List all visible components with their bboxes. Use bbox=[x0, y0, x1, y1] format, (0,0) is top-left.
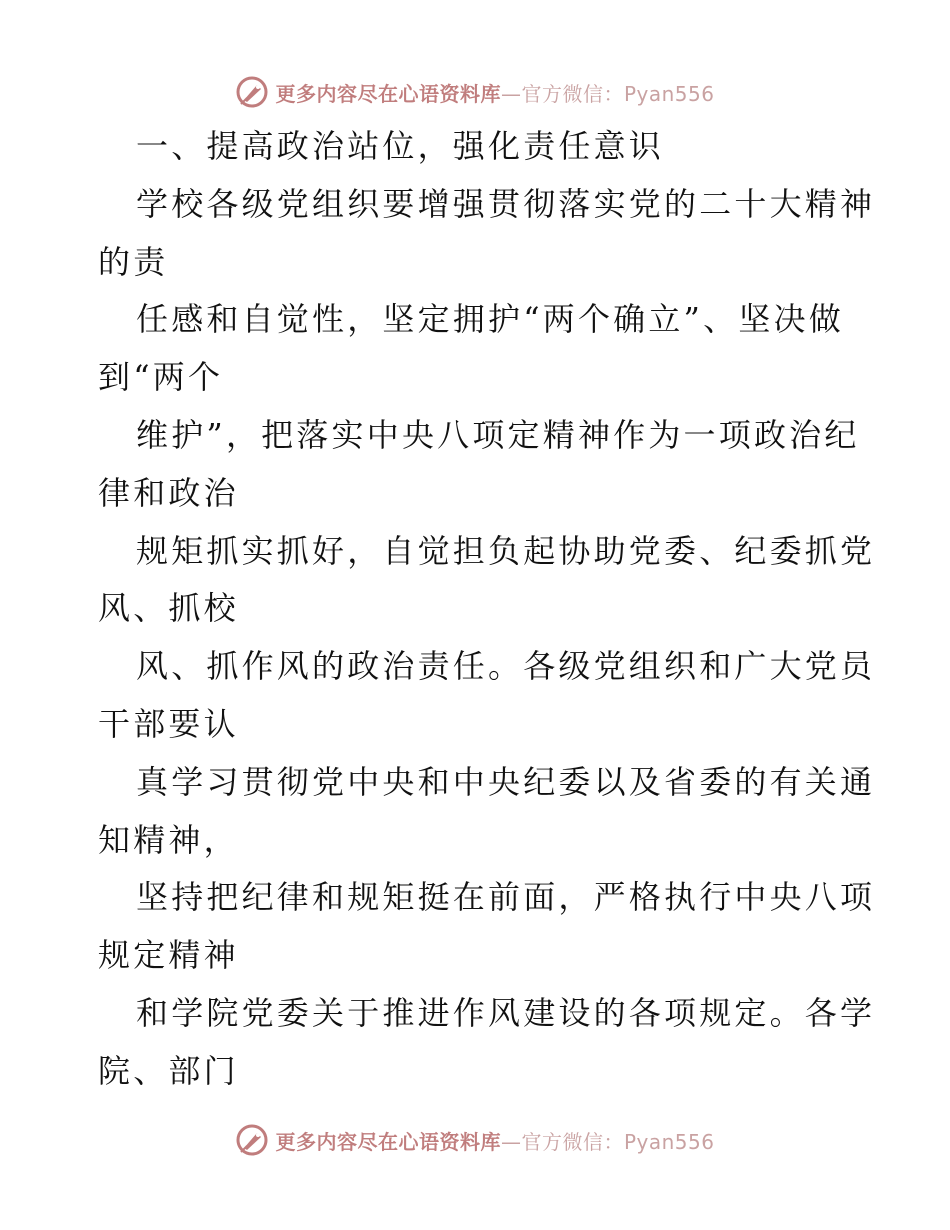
text-line: 和学院党委关于推进作风建设的各项规定。各学 bbox=[136, 993, 876, 1032]
text-line: 真学习贯彻党中央和中央纪委以及省委的有关通 bbox=[136, 762, 876, 801]
text-line: 到“两个 bbox=[98, 358, 224, 397]
text-line: 坚持把纪律和规矩挺在前面，严格执行中央八项 bbox=[136, 878, 876, 917]
pen-nib-seal-icon bbox=[235, 75, 269, 109]
header-watermark bbox=[0, 72, 950, 112]
text-line: 学校各级党组织要增强贯彻落实党的二十大精神 bbox=[136, 184, 876, 223]
text-line: 风、抓校 bbox=[98, 589, 239, 628]
text-line: 院、部门 bbox=[98, 1051, 239, 1090]
text-line: 任感和自觉性，坚定拥护“两个确立”、坚决做 bbox=[136, 300, 844, 339]
document-body bbox=[98, 118, 876, 1101]
text-line: 规定精神 bbox=[98, 936, 239, 975]
text-line: 知精神， bbox=[98, 820, 239, 859]
pen-nib-seal-icon bbox=[235, 1123, 269, 1157]
text-line: 维护”，把落实中央八项定精神作为一项政治纪 bbox=[136, 415, 860, 454]
text-line: 规矩抓实抓好，自觉担负起协助党委、纪委抓党 bbox=[136, 531, 876, 570]
footer-watermark bbox=[0, 1120, 950, 1160]
section-heading: 一、提高政治站位，强化责任意识 bbox=[136, 127, 665, 165]
text-line: 的责 bbox=[98, 242, 169, 281]
text-line: 风、抓作风的政治责任。各级党组织和广大党员 bbox=[136, 647, 876, 686]
watermark-text: 更多内容尽在心语资料库—官方微信：Pyan556 bbox=[275, 81, 715, 106]
text-line: 干部要认 bbox=[98, 704, 239, 743]
watermark-text: 更多内容尽在心语资料库—官方微信：Pyan556 bbox=[275, 1129, 715, 1154]
text-line: 律和政治 bbox=[98, 473, 239, 512]
